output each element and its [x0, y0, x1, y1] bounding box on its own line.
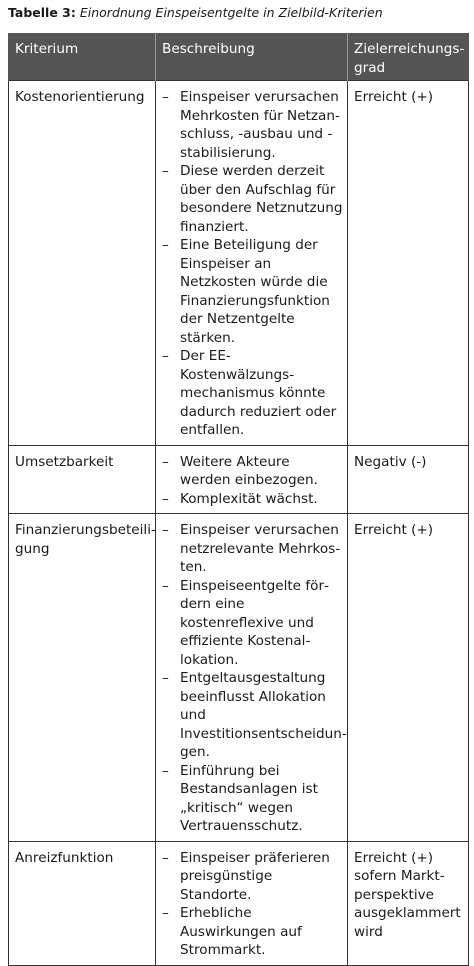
list-item: – Diese werden derzeit über den Aufschlag für besondere Netznutzung finanziert.	[162, 162, 343, 236]
list-item: – Der EE-Kostenwälzungsmechanismus könnte dadurch reduziert oder entfallen.	[162, 347, 343, 440]
table-row	[9, 841, 469, 965]
description-cell	[156, 514, 348, 842]
criterion-cell: Kostenorientierung	[9, 81, 156, 446]
table-header	[9, 33, 469, 81]
header-criterion: Kriterium	[9, 33, 156, 81]
description-list	[162, 849, 343, 960]
list-item: – Einspeiser verursachen netzrelevante Mehrkosten.	[162, 521, 343, 577]
header-row	[9, 33, 469, 81]
list-item: – Weitere Akteure werden einbezogen.	[162, 453, 343, 490]
description-list	[162, 521, 347, 836]
description-cell	[156, 81, 348, 446]
description-cell	[156, 445, 348, 514]
description-cell	[156, 841, 348, 965]
criteria-table	[8, 33, 469, 966]
list-item: – Einspeiser präferieren preisgünstige Standorte.	[162, 849, 343, 905]
rating-cell: Erreicht (+)	[348, 81, 469, 446]
header-description: Beschreibung	[156, 33, 348, 81]
list-item: – Einspeiser verursachen Mehrkosten für Netzanschluss, -ausbau und -stabilisierung.	[162, 88, 343, 162]
list-item: – Einführung bei Bestandsanlagen ist „kritisch“ wegen Vertrauensschutz.	[162, 762, 343, 836]
criterion-cell: Anreizfunktion	[9, 841, 156, 965]
table-row	[9, 81, 469, 446]
table-body	[9, 81, 469, 966]
list-item: – Erhebliche Auswirkungen auf Strommarkt.	[162, 904, 343, 960]
description-list	[162, 453, 343, 509]
description-list	[162, 88, 343, 440]
rating-cell: Erreicht (+)	[348, 514, 469, 842]
list-item: – Einspeiseentgelte fördern eine kostenreflexive und effiziente Kostenallokation.	[162, 577, 343, 670]
criterion-cell: Umsetzbarkeit	[9, 445, 156, 514]
list-item: – Entgeltausgestaltung beeinflusst Allokation und Investitionsentscheidungen.	[162, 669, 343, 762]
rating-cell: Negativ (-)	[348, 445, 469, 514]
list-item: – Komplexität wächst.	[162, 490, 343, 509]
caption-label: Tabelle 3:	[8, 5, 76, 20]
table-row	[9, 445, 469, 514]
table-caption	[8, 5, 383, 21]
table-row	[9, 514, 469, 842]
header-achievement: Zielerreichungsgrad	[348, 33, 469, 81]
list-item: – Eine Beteiligung der Einspeiser an Netzkosten würde die Finanzierungsfunktion der Netzentgelte stärken.	[162, 236, 343, 347]
caption-title: Einordnung Einspeisentgelte in Zielbild-Kriterien	[79, 5, 383, 20]
rating-cell: Erreicht (+) sofern Marktperspektive ausgeklammert wird	[348, 841, 469, 965]
criterion-cell: Finanzierungsbeteiligung	[9, 514, 156, 842]
